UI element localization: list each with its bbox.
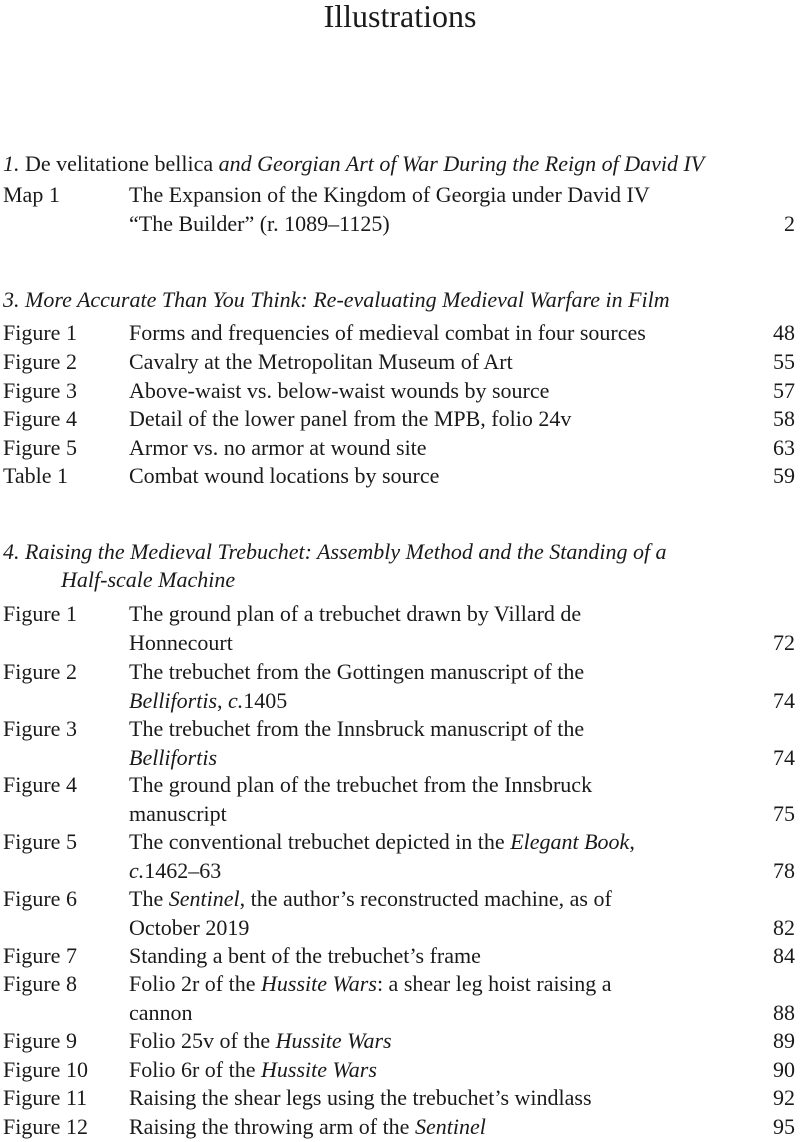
description-line [129,462,739,491]
description-line [129,687,739,716]
illustration-entry [0,1084,800,1113]
entry-page-number: 48 [773,320,795,345]
illustration-entry [0,970,800,1027]
entry-page-number: 92 [773,1085,795,1110]
entry-description [129,1113,739,1142]
description-text: Hussite Wars [261,1057,377,1082]
description-line [129,348,739,377]
description-line [129,857,739,886]
illustration-entry [0,771,800,828]
description-text: Sentinel [414,1114,486,1139]
description-line [129,210,739,239]
description-line [129,1027,739,1056]
entry-label: Figure 4 [3,406,77,431]
description-text: The conventional trebuchet depicted in the [129,829,511,854]
page-title: Illustrations [323,0,477,34]
description-text: Bellifortis [129,744,217,770]
entry-description [129,1084,739,1113]
description-text: Honnecourt [129,629,233,655]
entry-description [129,319,739,348]
illustration-entry [0,715,800,772]
description-line [129,828,739,857]
section-heading [3,538,798,594]
illustration-entry [0,1027,800,1056]
description-line [129,970,739,999]
illustration-entry [0,462,800,491]
description-text: Bellifortis [129,687,217,713]
description-text: : a shear leg hoist raising a [376,971,612,996]
section-title-text: De velitatione bellica [19,151,219,176]
entry-label: Figure 7 [3,943,77,968]
entry-description [129,434,739,463]
illustration-entry [0,319,800,348]
entry-label: Figure 2 [3,349,77,374]
section-title-text: More Accurate Than You Think: Re-evaluating Medieval Warfare in Film [19,287,670,312]
description-text: The trebuchet from the Innsbruck manuscript of the [129,716,585,741]
entry-label: Figure 6 [3,886,77,911]
entry-page-number: 88 [773,999,795,1025]
entry-page-number: 82 [773,914,795,940]
description-text: “The Builder” (r. 1089–1125) [129,210,390,236]
description-text: Above-waist vs. below-waist wounds by source [129,378,550,403]
description-text: 1462–63 [144,857,222,883]
description-line [129,942,739,971]
entry-page-number: 2 [784,210,795,236]
entry-description [129,462,739,491]
illustration-entry [0,658,800,715]
entry-label: Figure 5 [3,829,77,854]
description-line [129,319,739,348]
entry-description [129,771,739,828]
description-text: The Expansion of the Kingdom of Georgia under David IV [129,182,650,207]
description-line [129,885,739,914]
illustration-entry [0,885,800,942]
illustration-entry [0,348,800,377]
description-text: Hussite Wars [261,971,377,996]
description-text: cannon [129,999,193,1025]
entry-label: Figure 2 [3,659,77,684]
description-line [129,434,739,463]
description-line [129,800,739,829]
section-heading [3,286,798,314]
description-text: Raising the shear legs using the trebuchet’s windlass [129,1085,592,1110]
section-number: 4. [3,539,20,564]
entry-label: Figure 10 [3,1057,88,1082]
entry-page-number: 74 [773,687,795,713]
entry-label: Figure 3 [3,378,77,403]
description-text: Folio 25v of the [129,1028,276,1053]
illustration-entry [0,434,800,463]
entry-page-number: 74 [773,744,795,770]
description-text: Cavalry at the Metropolitan Museum of Art [129,349,513,374]
illustration-entry [0,377,800,406]
illustration-entry [0,600,800,657]
entry-page-number: 78 [773,857,795,883]
entry-page-number: 55 [773,349,795,374]
description-line [129,658,739,687]
entry-page-number: 75 [773,800,795,826]
illustration-entry [0,942,800,971]
description-text: The ground plan of a trebuchet drawn by Villard de [129,601,582,626]
entry-label: Figure 4 [3,772,77,797]
section-number: 3. [3,287,20,312]
entry-page-number: 95 [773,1114,795,1139]
entry-label: Figure 9 [3,1028,77,1053]
description-line [129,181,739,210]
description-text: October 2019 [129,914,250,940]
entry-label: Figure 1 [3,601,77,626]
entry-page-number: 63 [773,435,795,460]
description-text: The ground plan of the trebuchet from the Innsbruck [129,772,593,797]
entry-description [129,942,739,971]
entry-description [129,377,739,406]
description-text: Forms and frequencies of medieval combat in four sources [129,320,646,345]
entry-label: Figure 11 [3,1085,88,1110]
entry-label: Figure 5 [3,435,77,460]
illustration-entry [0,1113,800,1142]
entry-description [129,828,739,885]
entry-label: Table 1 [3,463,69,488]
illustration-entry [0,181,800,238]
entry-description [129,658,739,715]
entry-page-number: 89 [773,1028,795,1053]
entry-description [129,181,739,238]
description-text: The [129,886,169,911]
description-line [129,914,739,943]
description-line [129,1113,739,1142]
section-title-text: Half-scale Machine [61,567,236,592]
entry-description [129,970,739,1027]
description-text: Folio 6r of the [129,1057,261,1082]
description-text: Armor vs. no armor at wound site [129,435,427,460]
description-text: Elegant Book [510,829,630,854]
section-heading [3,150,798,178]
description-text: The trebuchet from the Gottingen manuscript of the [129,659,585,684]
description-text: Hussite Wars [275,1028,392,1053]
description-text: Standing a bent of the trebuchet’s frame [129,943,481,968]
section-title-text: and Georgian Art of War During the Reign of David IV [218,151,705,176]
description-text: manuscript [129,800,227,826]
entry-description [129,348,739,377]
entry-page-number: 90 [773,1057,795,1082]
description-line [129,715,739,744]
description-line [129,771,739,800]
entry-page-number: 84 [773,943,795,968]
description-text: 1405 [243,687,288,713]
entry-description [129,1027,739,1056]
description-line [129,629,739,658]
description-text: , [629,829,635,854]
description-line [129,744,739,773]
description-line [129,1084,739,1113]
entry-description [129,405,739,434]
entry-label: Figure 12 [3,1114,88,1139]
entry-page-number: 58 [773,406,795,431]
entry-label: Figure 1 [3,320,77,345]
description-text: Folio 2r of the [129,971,261,996]
description-line [129,377,739,406]
entry-label: Map 1 [3,182,60,207]
description-text: Raising the throwing arm of the [129,1114,415,1139]
description-text: c. [129,857,145,883]
description-line [129,999,739,1028]
illustration-entry [0,1056,800,1085]
description-text: , [217,687,228,713]
description-line [129,1056,739,1085]
description-text: Sentinel [168,886,240,911]
description-line [129,600,739,629]
section-number: 1. [3,151,20,176]
illustration-entry [0,405,800,434]
entry-page-number: 59 [773,463,795,488]
description-text: c. [228,687,244,713]
section-title-text: Raising the Medieval Trebuchet: Assembly Method and the Standing of a [19,539,667,564]
entry-description [129,600,739,657]
entry-page-number: 72 [773,629,795,655]
description-text: Detail of the lower panel from the MPB, folio 24v [129,406,572,431]
description-line [129,405,739,434]
entry-description [129,715,739,772]
entry-page-number: 57 [773,378,795,403]
entry-description [129,885,739,942]
entry-description [129,1056,739,1085]
entry-label: Figure 8 [3,971,77,996]
illustration-entry [0,828,800,885]
description-text: Combat wound locations by source [129,463,440,488]
description-text: , the author’s reconstructed machine, as of [239,886,612,911]
entry-label: Figure 3 [3,716,77,741]
